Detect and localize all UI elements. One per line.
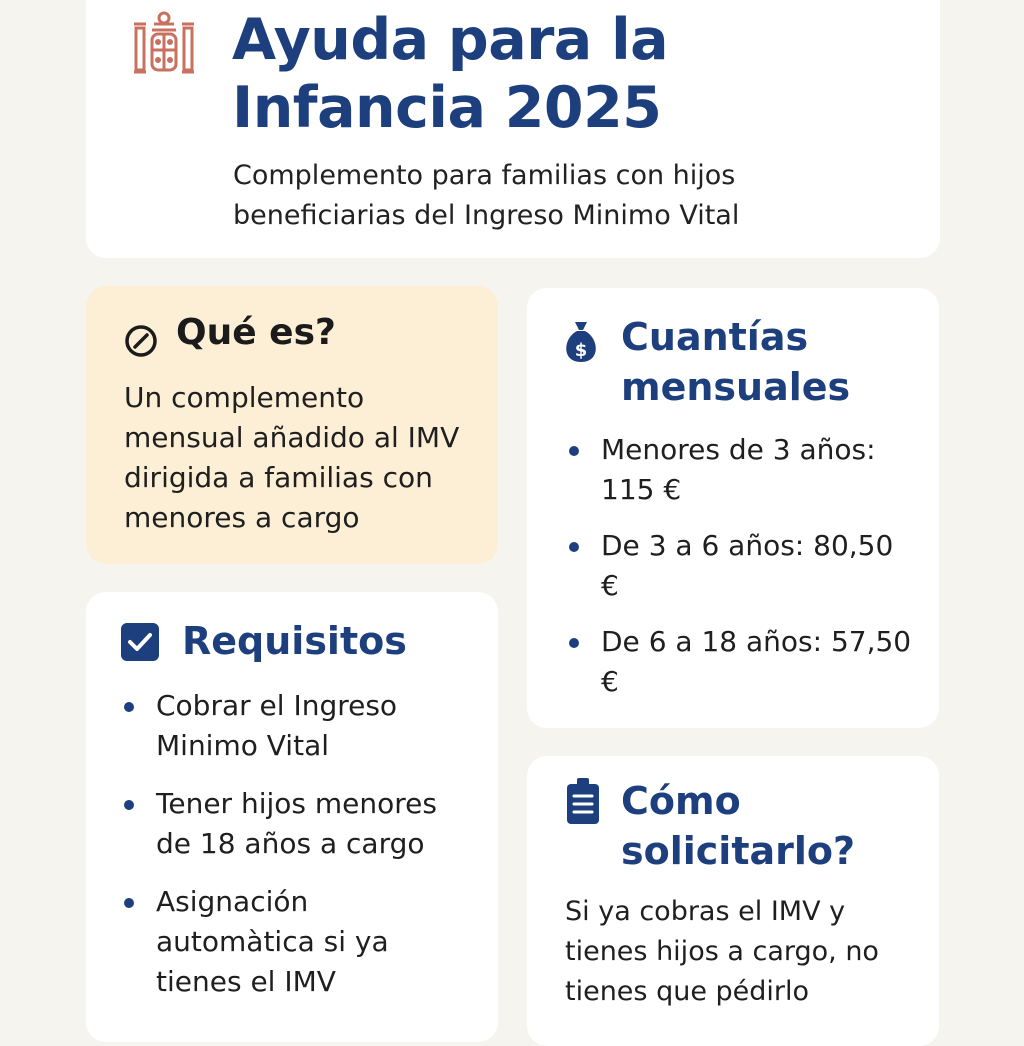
subtitle-line-1: Complemento para familias con hijos (233, 160, 736, 191)
como-title-line-1: Cómo (621, 779, 741, 823)
header-card (86, 0, 940, 258)
como-title (621, 776, 855, 876)
page-title (232, 6, 668, 142)
clipboard-icon (565, 776, 601, 826)
info-circle-icon (124, 324, 158, 358)
cuantias-list (569, 430, 919, 718)
requisitos-title: Requisitos (182, 619, 407, 663)
que-es-title: Qué es? (176, 312, 336, 353)
subtitle-line-2: beneficiarias del Ingreso Minimo Vital (233, 200, 740, 231)
title-line-2: Infancia 2025 (232, 75, 662, 141)
list-item: De 3 a 6 años: 80,50 € (569, 526, 919, 606)
como-solicitarlo-card (527, 756, 939, 1046)
checkbox-icon (120, 622, 160, 662)
que-es-card (86, 286, 498, 564)
coat-of-arms-icon (132, 10, 196, 80)
svg-text:$: $ (574, 340, 588, 361)
como-title-line-2: solicitarlo? (621, 829, 856, 873)
money-bag-icon (559, 316, 603, 366)
list-item: Asignación automàtica si ya tienes el IMV (124, 882, 474, 1002)
cuantias-card (527, 288, 939, 728)
como-text: Si ya cobras el IMV y tienes hijos a cargo, no tienes que pédirlo (565, 896, 879, 1007)
cuantias-title (621, 312, 850, 412)
list-item: De 6 a 18 años: 57,50 € (569, 622, 919, 702)
cuantias-title-line-2: mensuales (621, 365, 851, 409)
page-subtitle (233, 156, 739, 236)
title-line-1: Ayuda para la (232, 7, 669, 73)
list-item: Menores de 3 años: 115 € (569, 430, 919, 510)
list-item: Cobrar el Ingreso Minimo Vital (124, 686, 474, 766)
list-item: Tener hijos menores de 18 años a cargo (124, 784, 474, 864)
requisitos-list (124, 686, 474, 1020)
requisitos-card (86, 592, 498, 1042)
cuantias-title-line-1: Cuantías (621, 315, 809, 359)
que-es-text: Un complemento mensual añadido al IMV dirigida a familias con menores a cargo (124, 381, 460, 534)
